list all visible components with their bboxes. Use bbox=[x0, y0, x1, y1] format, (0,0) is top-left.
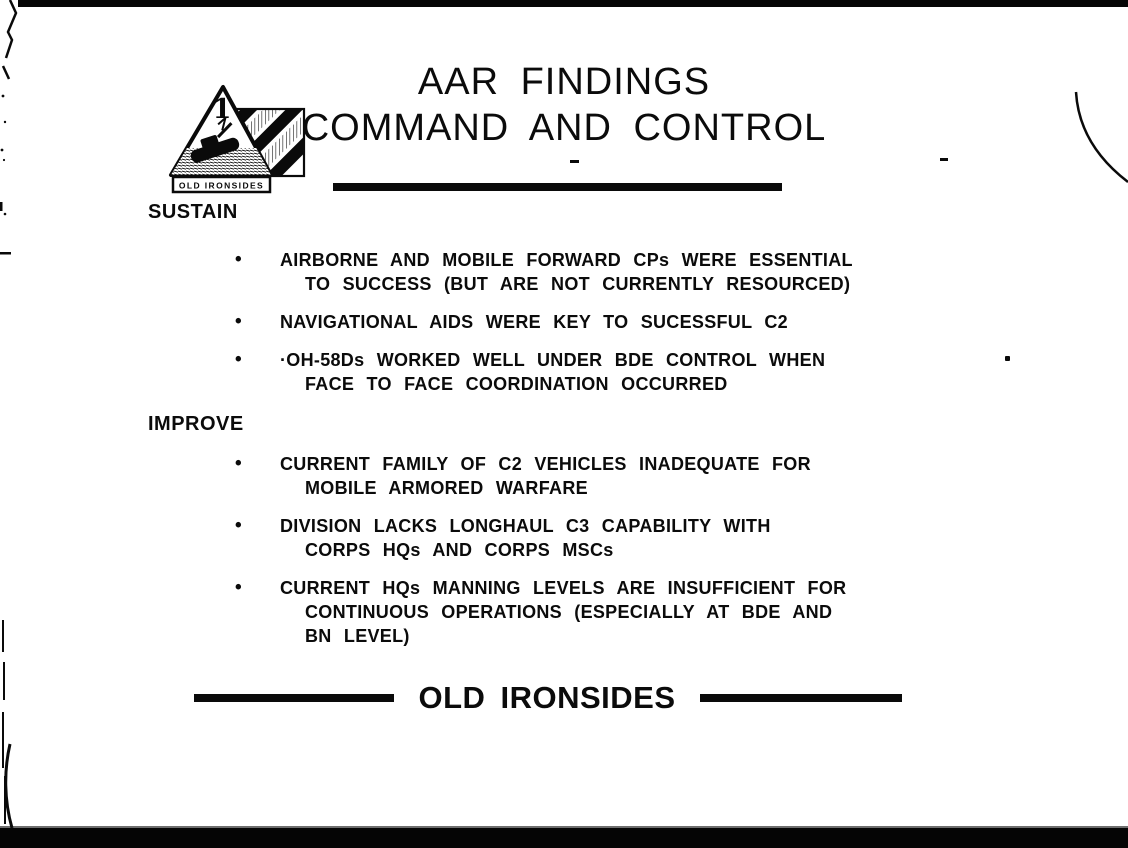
title-underline-rule bbox=[333, 183, 782, 191]
bullet-line: ·OH-58Ds WORKED WELL UNDER BDE CONTROL WHEN bbox=[280, 350, 826, 370]
bullet-icon: • bbox=[235, 249, 242, 270]
patch-banner-label: OLD IRONSIDES bbox=[178, 180, 265, 191]
bullet-line: BN LEVEL) bbox=[305, 626, 410, 646]
bullet-line: NAVIGATIONAL AIDS WERE KEY TO SUCESSFUL C2 bbox=[280, 312, 788, 332]
bullet-line: AIRBORNE AND MOBILE FORWARD CPs WERE ESSENTIAL bbox=[280, 250, 853, 270]
bullet-item bbox=[148, 576, 1028, 648]
sustain-bullet-list bbox=[148, 248, 1028, 396]
scan-mark bbox=[1005, 356, 1010, 361]
bullet-icon: • bbox=[235, 453, 242, 474]
slide-title bbox=[0, 59, 1128, 151]
section-heading-sustain: SUSTAIN bbox=[148, 201, 238, 223]
bullet-item bbox=[148, 514, 1028, 562]
scan-mark bbox=[940, 158, 948, 161]
scan-border-bottom bbox=[0, 826, 1128, 848]
bullet-line: CURRENT FAMILY OF C2 VEHICLES INADEQUATE FOR bbox=[280, 454, 811, 474]
footer-label: OLD IRONSIDES bbox=[418, 680, 676, 715]
bullet-line: CURRENT HQs MANNING LEVELS ARE INSUFFICIENT FOR bbox=[280, 578, 847, 598]
section-heading-improve: IMPROVE bbox=[148, 413, 244, 435]
bullet-icon: • bbox=[235, 349, 242, 370]
slide-footer bbox=[0, 681, 1112, 715]
bullet-line: MOBILE ARMORED WARFARE bbox=[305, 478, 588, 498]
slide-title-line2: COMMAND AND CONTROL bbox=[301, 107, 827, 149]
bullet-line: CORPS HQs AND CORPS MSCs bbox=[305, 540, 614, 560]
patch-number: 1 bbox=[212, 94, 232, 125]
scan-mark bbox=[570, 160, 579, 163]
bullet-icon: • bbox=[235, 515, 242, 536]
bullet-item bbox=[148, 452, 1028, 500]
bullet-line: DIVISION LACKS LONGHAUL C3 CAPABILITY WITH bbox=[280, 516, 771, 536]
footer-rule-left bbox=[194, 694, 394, 702]
bullet-icon: • bbox=[235, 311, 242, 332]
bullet-line: FACE TO FACE COORDINATION OCCURRED bbox=[305, 374, 728, 394]
bullet-item bbox=[148, 348, 1028, 396]
bullet-line: TO SUCCESS (BUT ARE NOT CURRENTLY RESOURCED) bbox=[305, 274, 851, 294]
bullet-icon: • bbox=[235, 577, 242, 598]
footer-rule-right bbox=[700, 694, 902, 702]
improve-bullet-list bbox=[148, 452, 1028, 648]
slide-body bbox=[148, 200, 1028, 648]
slide-title-line1: AAR FINDINGS bbox=[417, 61, 711, 103]
scan-border-top bbox=[18, 0, 1128, 7]
bullet-item bbox=[148, 248, 1028, 296]
bullet-line: CONTINUOUS OPERATIONS (ESPECIALLY AT BDE AND bbox=[305, 602, 833, 622]
bullet-item bbox=[148, 310, 1028, 334]
